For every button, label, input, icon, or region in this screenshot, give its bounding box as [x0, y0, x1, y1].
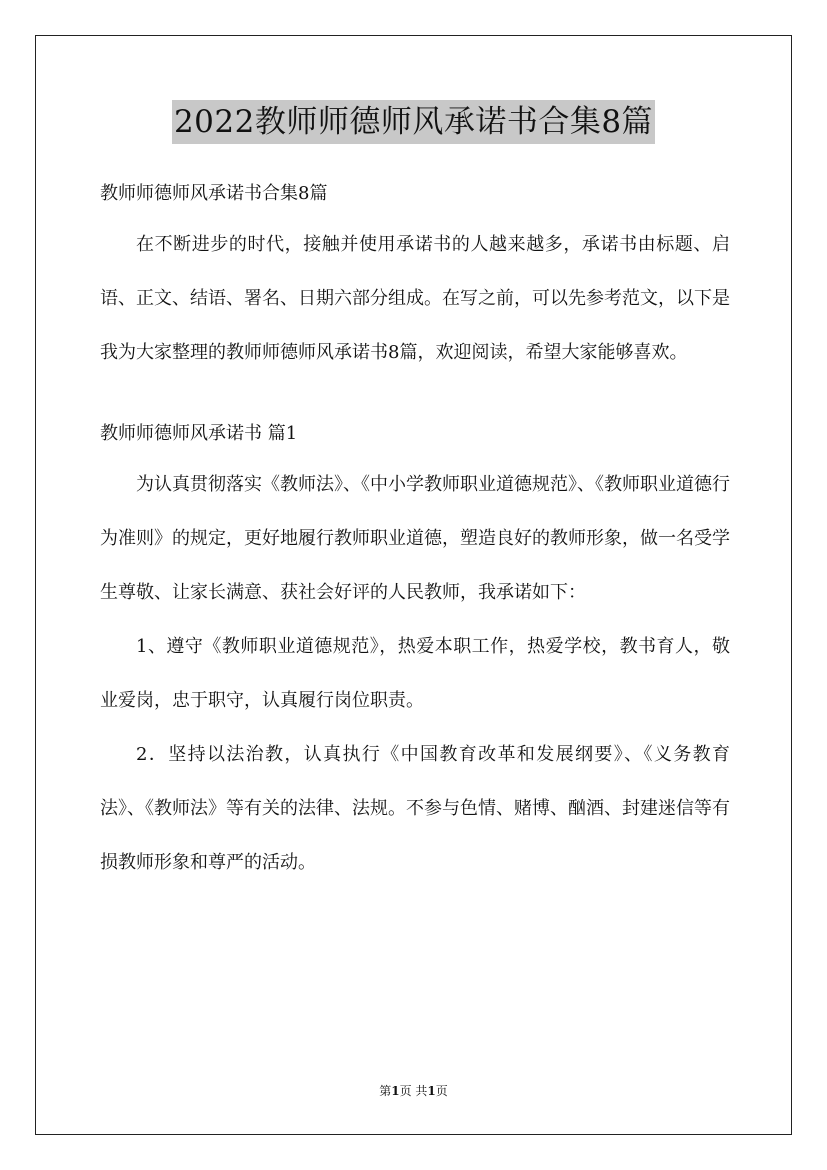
intro-paragraph: 在不断进步的时代，接触并使用承诺书的人越来越多，承诺书由标题、启语、正文、结语、署名、日期六部分组成。在写之前，可以先参考范文，以下是我为大家整理的教师师德师风承诺书8篇，欢迎阅读，希望大家能够喜欢。 — [100, 234, 730, 363]
body-paragraph: 1、遵守《教师职业道德规范》，热爱本职工作，热爱学校，教书育人，敬业爱岗，忠于职守，认真履行岗位职责。 — [100, 636, 730, 711]
footer-page-number: 1 — [391, 1084, 400, 1098]
footer-prefix: 第 — [379, 1084, 392, 1098]
footer-mid: 页 共 — [399, 1084, 428, 1098]
title-container — [0, 100, 827, 144]
footer-suffix: 页 — [435, 1084, 448, 1098]
document-title: 2022教师师德师风承诺书合集8篇 — [172, 100, 655, 144]
footer-total-pages: 1 — [427, 1084, 436, 1098]
body-paragraph: 为认真贯彻落实《教师法》、《中小学教师职业道德规范》、《教师职业道德行为准则》的规定，更好地履行教师职业道德，塑造良好的教师形象，做一名受学生尊敬、让家长满意、获社会好评的人民教师，我承诺如下： — [100, 474, 730, 603]
document-body — [100, 170, 730, 890]
page-footer — [0, 1082, 827, 1100]
document-subtitle: 教师师德师风承诺书合集8篇 — [100, 183, 328, 204]
section-heading: 教师师德师风承诺书 篇1 — [100, 423, 298, 444]
section-spacer — [100, 380, 730, 410]
body-paragraph: 2．坚持以法治教，认真执行《中国教育改革和发展纲要》、《义务教育法》、《教师法》等有关的法律、法规。不参与色情、赌博、酗酒、封建迷信等有损教师形象和尊严的活动。 — [100, 744, 730, 873]
